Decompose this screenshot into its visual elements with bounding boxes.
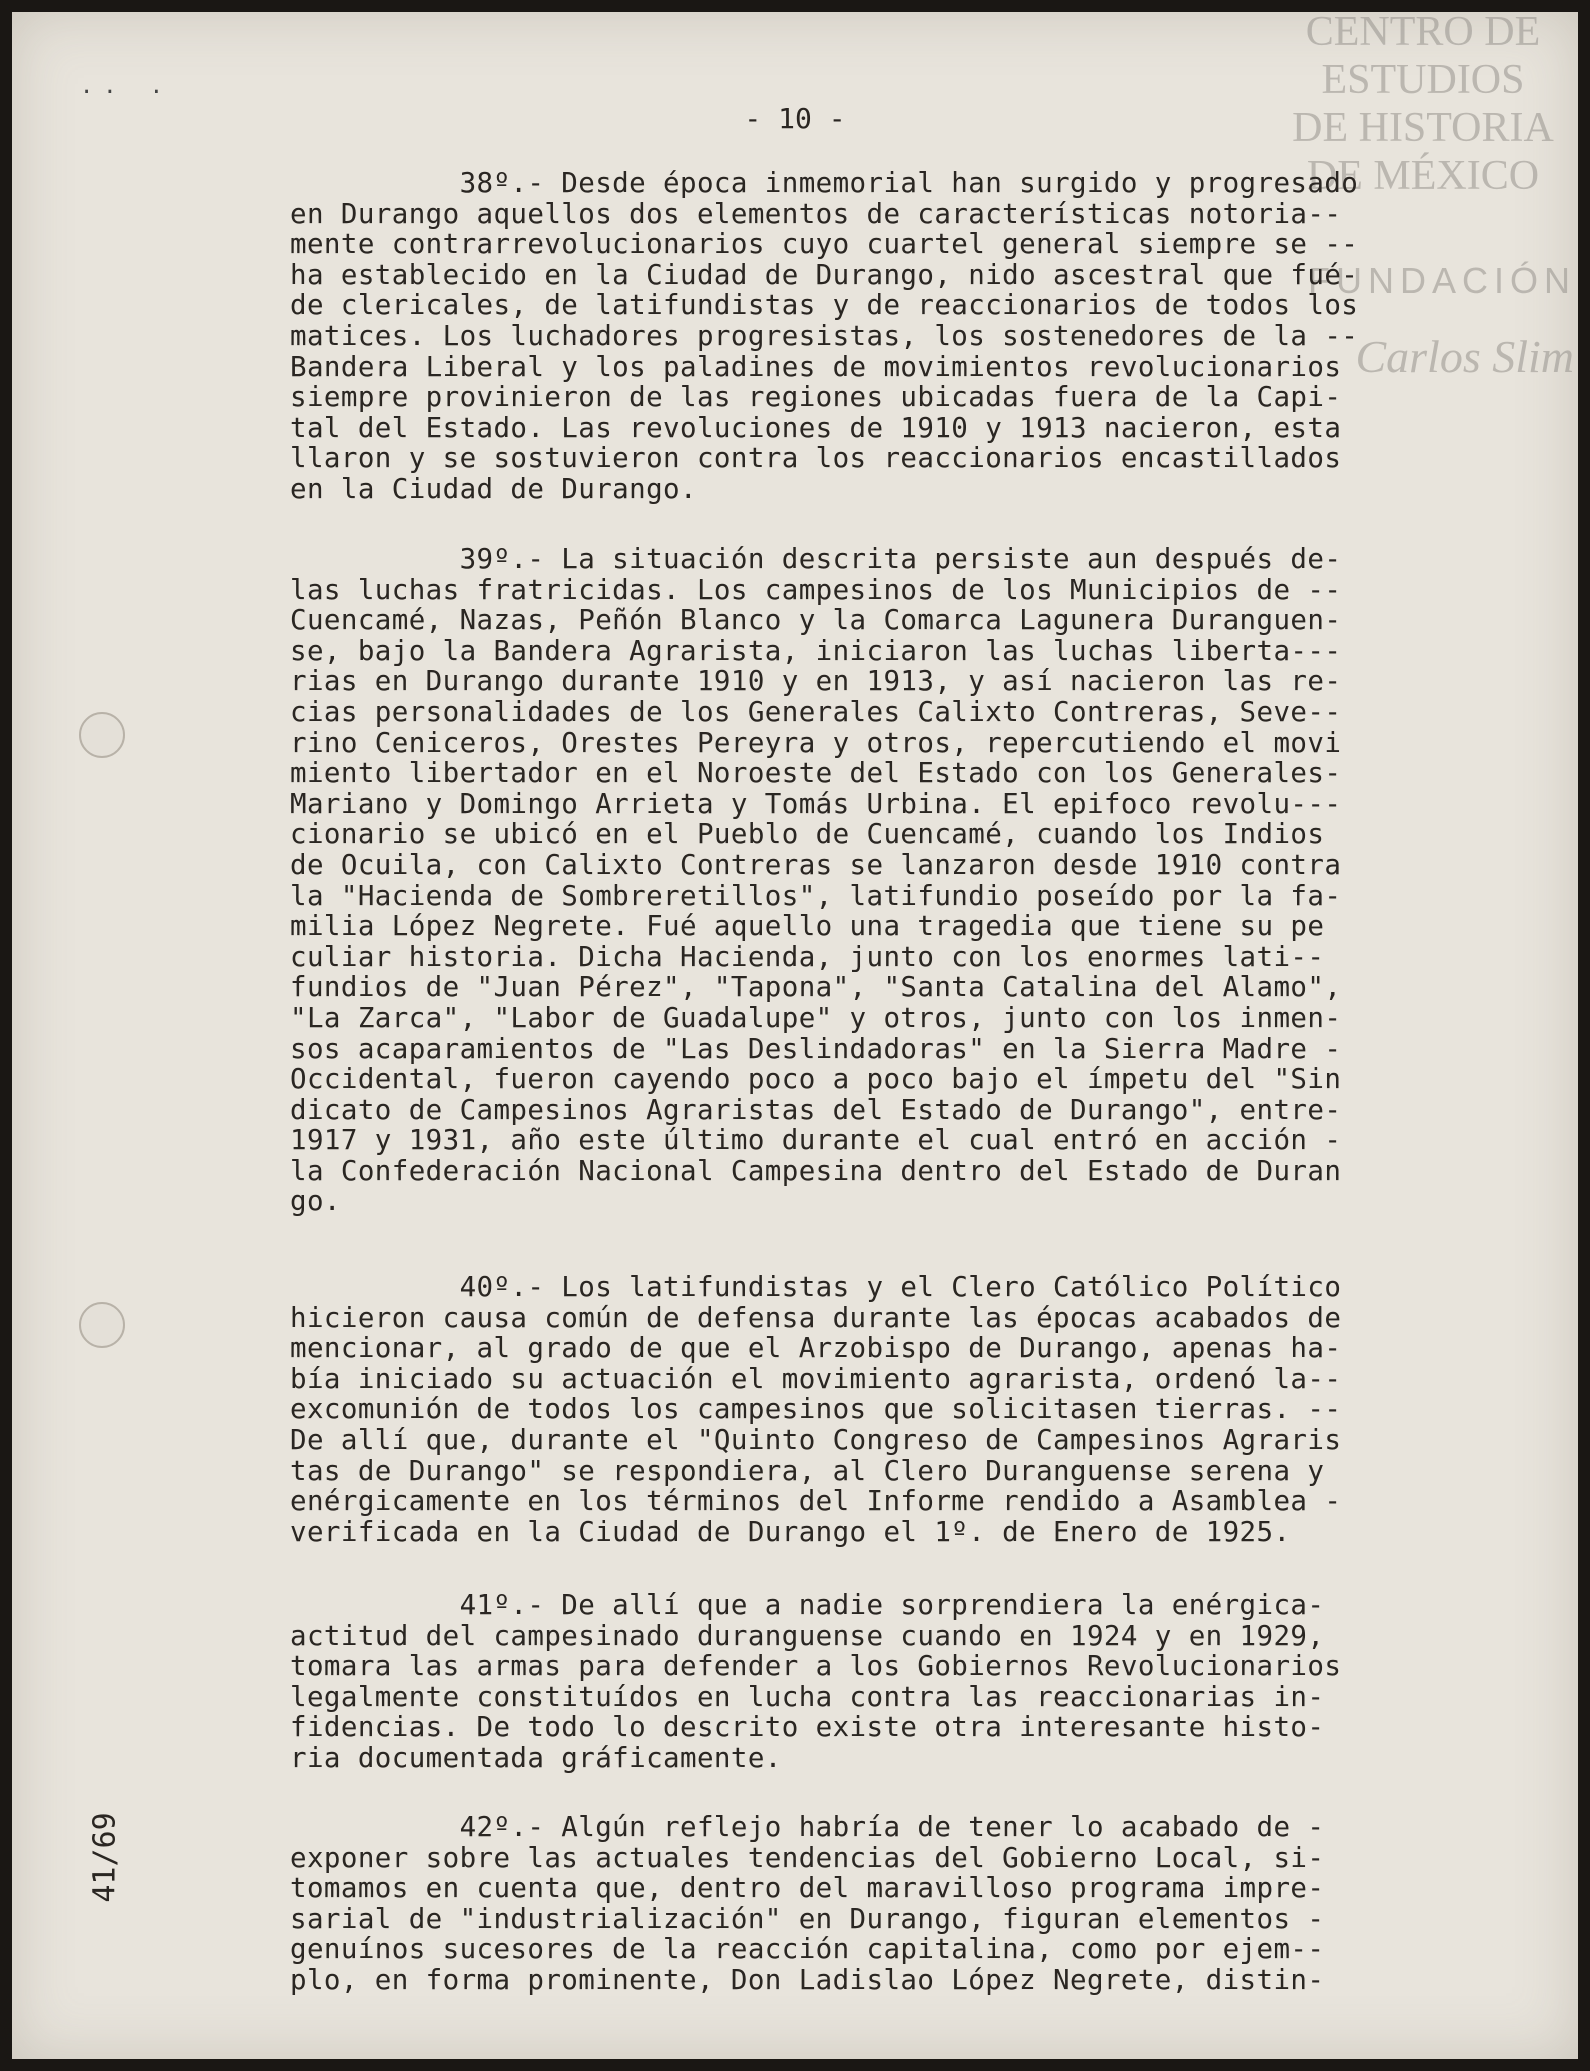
text-line: mente contrarrevolucionarios cuyo cuartel general siempre se -- bbox=[290, 228, 1359, 261]
text-line: matices. Los luchadores progresistas, los sostenedores de la -- bbox=[290, 319, 1359, 352]
text-line: exponer sobre las actuales tendencias del Gobierno Local, si- bbox=[290, 1841, 1325, 1874]
text-line: en la Ciudad de Durango. bbox=[290, 472, 697, 505]
text-line: 39º.- La situación descrita persiste aun después de- bbox=[290, 543, 1342, 575]
punch-hole bbox=[79, 712, 125, 758]
text-line: mencionar, al grado de que el Arzobispo de Durango, apenas ha- bbox=[290, 1332, 1342, 1365]
text-line: excomunión de todos los campesinos que solicitasen tierras. -- bbox=[290, 1393, 1342, 1426]
signature-watermark: Carlos Slim bbox=[1355, 331, 1574, 382]
text-line: De allí que, durante el "Quinto Congreso de Campesinos Agraris bbox=[290, 1423, 1342, 1456]
text-line: milia López Negrete. Fué aquello una tragedia que tiene su pe bbox=[290, 910, 1325, 943]
text-line: cionario se ubicó en el Pueblo de Cuencamé, cuando los Indios bbox=[290, 818, 1325, 851]
text-line: ria documentada gráficamente. bbox=[290, 1741, 782, 1774]
paragraph-38 bbox=[290, 168, 1470, 505]
text-line: Mariano y Domingo Arrieta y Tomás Urbina. El epifoco revolu--- bbox=[290, 787, 1342, 820]
text-line: 42º.- Algún reflejo habría de tener lo acabado de - bbox=[290, 1811, 1325, 1843]
watermark-line: DE MÉXICO bbox=[1306, 153, 1540, 199]
text-line: tas de Durango" se respondiera, al Clero Duranguense serena y bbox=[290, 1454, 1325, 1487]
speck-marks: ·· · bbox=[80, 80, 173, 105]
text-line: las luchas fratricidas. Los campesinos de los Municipios de -- bbox=[290, 573, 1342, 606]
text-line: rias en Durango durante 1910 y en 1913, y así nacieron las re- bbox=[290, 665, 1342, 698]
folio-label bbox=[80, 1800, 130, 1920]
paragraph-42 bbox=[290, 1812, 1470, 1996]
text-line: miento libertador en el Noroeste del Estado con los Generales- bbox=[290, 757, 1342, 790]
text-line: hicieron causa común de defensa durante las épocas acabados de bbox=[290, 1301, 1342, 1334]
text-line: sos acaparamientos de "Las Deslindadoras" en la Sierra Madre - bbox=[290, 1032, 1342, 1065]
paragraph-39 bbox=[290, 544, 1470, 1217]
text-line: fundios de "Juan Pérez", "Tapona", "Santa Catalina del Alamo", bbox=[290, 971, 1342, 1004]
text-line: ha establecido en la Ciudad de Durango, nido ascestral que fué- bbox=[290, 258, 1359, 291]
text-line: 41º.- De allí que a nadie sorprendiera la enérgica- bbox=[290, 1589, 1325, 1621]
page-number: - 10 - bbox=[744, 102, 846, 135]
text-line: de Ocuila, con Calixto Contreras se lanzaron desde 1910 contra bbox=[290, 848, 1342, 881]
punch-hole bbox=[79, 1302, 125, 1348]
text-line: actitud del campesinado duranguense cuando en 1924 y en 1929, bbox=[290, 1619, 1325, 1652]
text-line: culiar historia. Dicha Hacienda, junto con los enormes lati-- bbox=[290, 940, 1325, 973]
watermark-line: DE HISTORIA bbox=[1292, 105, 1554, 151]
text-line: tal del Estado. Las revoluciones de 1910 y 1913 nacieron, esta bbox=[290, 411, 1342, 444]
text-line: rino Ceniceros, Orestes Pereyra y otros, repercutiendo el movi bbox=[290, 726, 1342, 759]
paragraph-41 bbox=[290, 1590, 1470, 1774]
text-line: legalmente constituídos en lucha contra las reaccionarias in- bbox=[290, 1680, 1325, 1713]
text-line: tomara las armas para defender a los Gobiernos Revolucionarios bbox=[290, 1650, 1342, 1683]
text-line: verificada en la Ciudad de Durango el 1º. de Enero de 1925. bbox=[290, 1515, 1291, 1548]
text-line: Cuencamé, Nazas, Peñón Blanco y la Comarca Lagunera Duranguen- bbox=[290, 604, 1342, 637]
text-line: genuínos sucesores de la reacción capitalina, como por ejem-- bbox=[290, 1933, 1325, 1966]
paragraph-40 bbox=[290, 1272, 1470, 1547]
text-line: fidencias. De todo lo descrito existe otra interesante histo- bbox=[290, 1711, 1325, 1744]
text-line: Bandera Liberal y los paladines de movimientos revolucionarios bbox=[290, 350, 1342, 383]
text-line: plo, en forma prominente, Don Ladislao López Negrete, distin- bbox=[290, 1963, 1325, 1996]
text-line: siempre provinieron de las regiones ubicadas fuera de la Capi- bbox=[290, 381, 1342, 414]
text-line: dicato de Campesinos Agraristas del Estado de Durango", entre- bbox=[290, 1093, 1342, 1126]
text-line: cias personalidades de los Generales Calixto Contreras, Seve-- bbox=[290, 695, 1342, 728]
text-line: "La Zarca", "Labor de Guadalupe" y otros, junto con los inmen- bbox=[290, 1001, 1342, 1034]
text-line: Occidental, fueron cayendo poco a poco bajo el ímpetu del "Sin bbox=[290, 1063, 1342, 1096]
folio-number: 41/69 bbox=[87, 1812, 123, 1903]
text-line: tomamos en cuenta que, dentro del maravilloso programa impre- bbox=[290, 1872, 1325, 1905]
text-line: la Confederación Nacional Campesina dentro del Estado de Duran bbox=[290, 1154, 1342, 1187]
text-line: llaron y se sostuvieron contra los reaccionarios encastillados bbox=[290, 442, 1342, 475]
text-line: en Durango aquellos dos elementos de características notoria-- bbox=[290, 197, 1342, 230]
text-line: sarial de "industrialización" en Durango, figuran elementos - bbox=[290, 1902, 1325, 1935]
text-line: la "Hacienda de Sombreretillos", latifundio poseído por la fa- bbox=[290, 879, 1342, 912]
text-line: de clericales, de latifundistas y de reaccionarios de todos los bbox=[290, 289, 1359, 322]
watermark-line: ESTUDIOS bbox=[1321, 57, 1525, 103]
text-line: enérgicamente en los términos del Informe rendido a Asamblea - bbox=[290, 1485, 1342, 1518]
text-line: bía iniciado su actuación el movimiento agrarista, ordenó la-- bbox=[290, 1362, 1342, 1395]
text-line: go. bbox=[290, 1185, 341, 1218]
foundation-watermark: FUNDACIÓN bbox=[1308, 260, 1576, 301]
text-line: se, bajo la Bandera Agrarista, iniciaron las luchas liberta--- bbox=[290, 634, 1342, 667]
watermark-line: CENTRO DE bbox=[1305, 9, 1541, 55]
text-line: 38º.- Desde época inmemorial han surgido y progresado bbox=[290, 167, 1359, 199]
text-line: 1917 y 1931, año este último durante el cual entró en acción - bbox=[290, 1124, 1342, 1157]
text-line: 40º.- Los latifundistas y el Clero Católico Político bbox=[290, 1271, 1342, 1303]
